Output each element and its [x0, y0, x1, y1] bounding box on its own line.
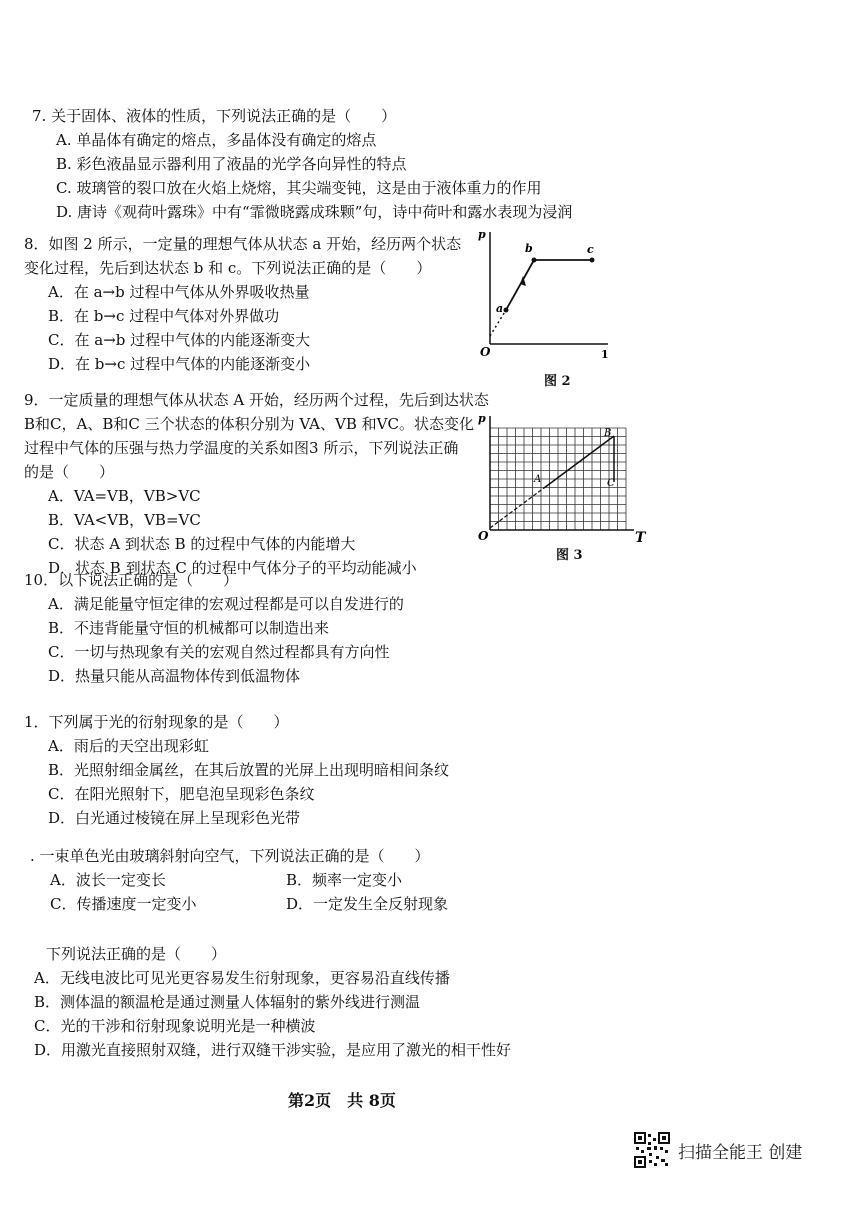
origin-label: O	[480, 345, 491, 359]
label-c: C	[607, 478, 615, 489]
watermark-text: 扫描全能王 创建	[678, 1142, 803, 1163]
question-stem-line-4: 的是（ ）	[24, 463, 115, 481]
figure-3-caption: 图 3	[556, 548, 583, 563]
question-stem-line-3: 过程中气体的压强与热力学温度的关系如图3 所示，下列说法正确	[24, 439, 459, 457]
label-c: c	[587, 243, 594, 256]
x-axis-label: T	[635, 530, 646, 544]
option-c: C．传播速度一定变小	[50, 895, 197, 913]
question-stem-line-2: 变化过程，先后到达状态 b 和 c。下列说法正确的是（ ）	[24, 259, 432, 277]
option-c: C．光的干涉和衍射现象说明光是一种横波	[34, 1017, 316, 1035]
page-number: 第2页 共 8页	[288, 1091, 396, 1110]
option-c: C. 玻璃管的裂口放在火焰上烧熔，其尖端变钝，这是由于液体重力的作用	[56, 179, 542, 197]
option-b: B．不违背能量守恒的机械都可以制造出来	[48, 619, 330, 637]
question-stem: 7. 关于固体、液体的性质，下列说法正确的是（ ）	[32, 107, 397, 125]
question-stem: . 一束单色光由玻璃斜射向空气，下列说法正确的是（ ）	[30, 847, 430, 865]
y-axis-label: p	[478, 412, 486, 425]
option-c: C．状态 A 到状态 B 的过程中气体的内能增大	[48, 535, 356, 553]
figure-2-caption: 图 2	[544, 374, 571, 389]
option-b: B. 彩色液晶显示器利用了液晶的光学各向异性的特点	[56, 155, 407, 173]
figure-3-pt-graph	[474, 410, 654, 544]
option-a: A．VA=VB，VB>VC	[48, 487, 201, 505]
figure-2-pv-graph	[476, 226, 616, 362]
option-a: A．雨后的天空出现彩虹	[48, 737, 209, 755]
option-b: B．VA<VB，VB=VC	[48, 511, 201, 529]
question-stem: 下列说法正确的是（ ）	[46, 945, 227, 963]
question-stem: 1．下列属于光的衍射现象的是（ ）	[24, 713, 289, 731]
question-13	[34, 942, 511, 1062]
grid	[490, 428, 626, 530]
option-c: C．在阳光照射下，肥皂泡呈现彩色条纹	[48, 785, 315, 803]
origin-label: O	[478, 529, 489, 543]
label-b: b	[525, 242, 533, 255]
label-b: B	[604, 428, 612, 439]
question-11	[24, 710, 449, 830]
question-stem: 10．以下说法正确的是（ ）	[24, 571, 239, 589]
option-d: D．在 b→c 过程中气体的内能逐渐变小	[48, 355, 311, 373]
option-d: D．白光通过棱镜在屏上呈现彩色光带	[48, 809, 301, 827]
x-axis-label: 1	[601, 348, 609, 361]
y-axis-label: p	[478, 228, 486, 241]
point-a	[504, 308, 509, 313]
option-d: D．一定发生全反射现象	[286, 895, 449, 913]
label-a: A	[534, 474, 542, 485]
option-a: A．无线电波比可见光更容易发生衍射现象，更容易沿直线传播	[34, 969, 450, 987]
question-stem-line-1: 9．一定质量的理想气体从状态 A 开始，经历两个过程，先后到达状态	[24, 391, 489, 409]
option-a: A．满足能量守恒定律的宏观过程都是可以自发进行的	[48, 595, 404, 613]
option-d: D．热量只能从高温物体传到低温物体	[48, 667, 301, 685]
option-b: B．光照射细金属丝，在其后放置的光屏上出现明暗相间条纹	[48, 761, 450, 779]
option-a: A. 单晶体有确定的熔点，多晶体没有确定的熔点	[56, 131, 377, 149]
option-d: D．用激光直接照射双缝，进行双缝干涉实验，是应用了激光的相干性好	[34, 1041, 512, 1059]
question-8	[24, 232, 461, 376]
qr-code-icon	[634, 1132, 670, 1168]
option-c: C．在 a→b 过程中气体的内能逐渐变大	[48, 331, 311, 349]
scanner-watermark	[634, 1132, 802, 1168]
point-b	[532, 258, 537, 263]
option-b: B．在 b→c 过程中气体对外界做功	[48, 307, 280, 325]
question-stem-line-2: B和C，A、B和C 三个状态的体积分别为 VA、VB 和VC。状态变化	[24, 415, 474, 433]
option-a: A．在 a→b 过程中气体从外界吸收热量	[48, 283, 310, 301]
option-d: D．状态 B 到状态 C 的过程中气体分子的平均动能减小	[48, 559, 417, 577]
option-b: B．频率一定变小	[286, 871, 403, 889]
point-c	[590, 258, 595, 263]
question-10	[24, 568, 404, 688]
question-stem-line-1: 8．如图 2 所示，一定量的理想气体从状态 a 开始，经历两个状态	[24, 235, 462, 253]
option-a: A．波长一定变长	[50, 871, 166, 889]
question-12	[30, 844, 522, 916]
option-b: B．测体温的额温枪是通过测量人体辐射的紫外线进行测温	[34, 993, 421, 1011]
option-d: D. 唐诗《观荷叶露珠》中有“霏微晓露成珠颗”句，诗中荷叶和露水表现为浸润	[56, 203, 573, 221]
option-c: C．一切与热现象有关的宏观自然过程都具有方向性	[48, 643, 390, 661]
label-a: a	[496, 302, 504, 315]
question-9	[24, 388, 489, 580]
question-7	[32, 104, 572, 224]
path-a-to-b	[506, 260, 534, 310]
